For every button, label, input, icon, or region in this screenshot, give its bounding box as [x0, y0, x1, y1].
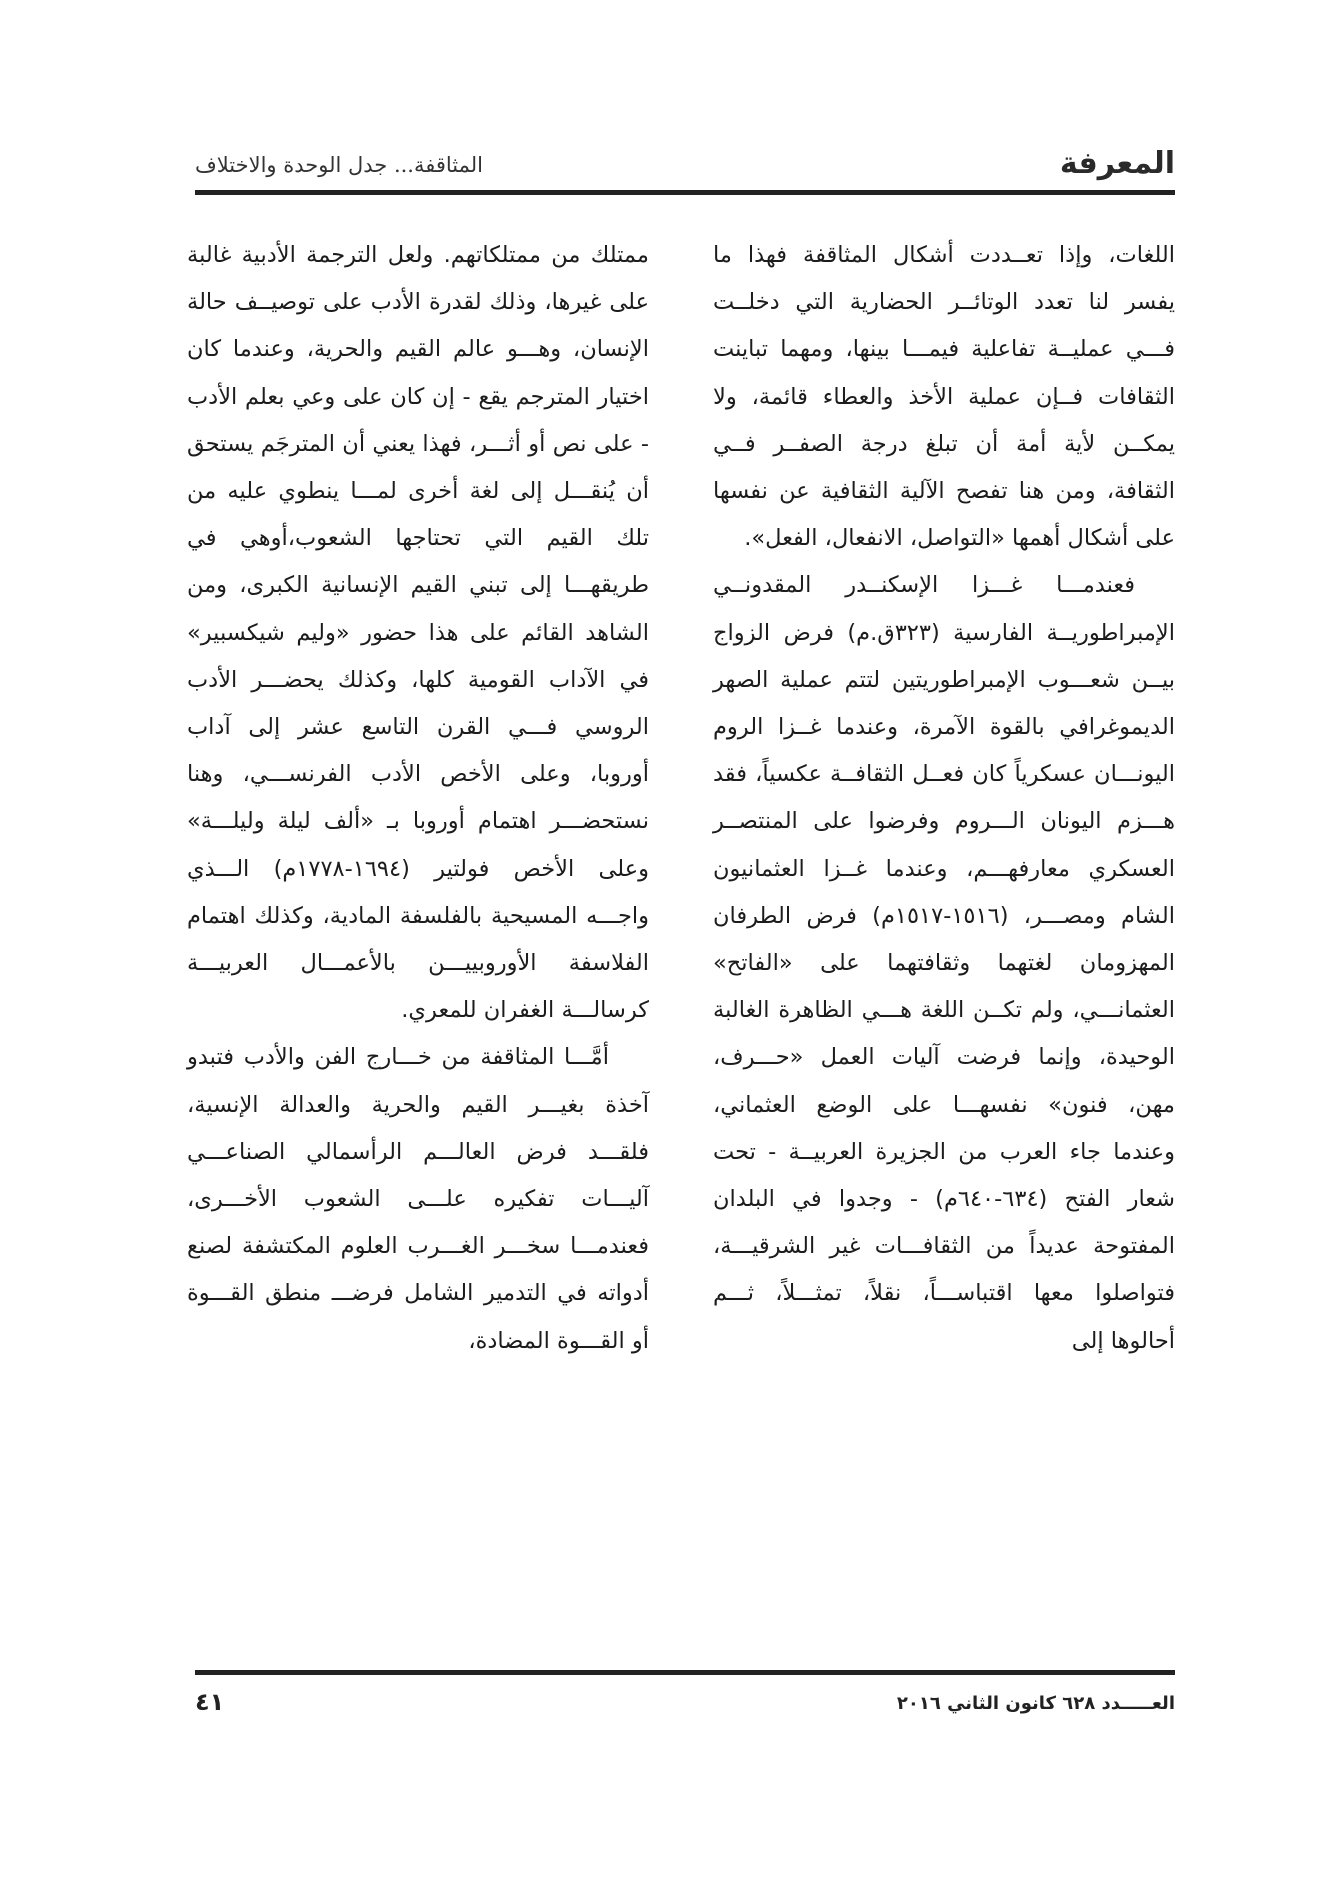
paragraph: فعندمـــا غـــزا الإسكنــدر المقدونــي الإمبراطوريــة الفارسية (٣٢٣ق.م) فرض الزواج بيــن شعـــوب الإمبراطوريتين لتتم عملية الصهر الديموغرافي بالقوة الآمرة، وعندما غــزا الروم اليونـــان عسكرياً كان فعــل الثقافــة عكسياً، فقد هـــزم اليونان الـــروم وفرضوا على المنتصــر العسكري معارفهـــم، وعندما غــزا العثمانيون الشام ومصـــر، (١٥١٦-١٥١٧م) فرض الطرفان المهزومان لغتهما وثقافتهما على «الفاتح» العثمانـــي، ولم تكــن اللغة هـــي الظاهرة الغالبة الوحيدة، وإنما فرضت آليات العمل «حـــرف، مهن، فنون» نفسهـــا على الوضع العثماني، وعندما جاء العرب من الجزيرة العربيــة - تحت شعار الفتح (٦٣٤-٦٤٠م) - وجدوا في البلدان المفتوحة عديداً من الثقافـــات غير الشرقيـــة، فتواصلوا معها اقتباســـاً، نقلاً، تمثـــلاً، ثـــم أحالوها إلى [713, 572, 1176, 1354]
paragraph: ممتلك من ممتلكاتهم. ولعل الترجمة الأدبية غالبة على غيرها، وذلك لقدرة الأدب على توصيــف حالة الإنسان، وهـــو عالم القيم والحرية، وعندما كان اختيار المترجم يقع - إن كان على وعي بعلم الأدب - على نص أو أثـــر، فهذا يعني أن المترجَم يستحق أن يُنقـــل إلى لغة أخرى لمـــا ينطوي عليه من تلك القيم التي تحتاجها الشعوب،أوهي في طريقهـــا إلى تبني القيم الإنسانية الكبرى، ومن الشاهد القائم على هذا حضور «وليم شيكسبير» في الآداب القومية كلها، وكذلك يحضـــر الأدب الروسي فـــي القرن التاسع عشر إلى آداب أوروبا، وعلى الأخص الأدب الفرنســـي، وهنا نستحضـــر اهتمام أوروبا بـ «ألف ليلة وليلـــة» وعلى الأخص فولتير (١٦٩٤-١٧٧٨م) الـــذي واجـــه المسيحية بالفلسفة المادية، وكذلك اهتمام الفلاسفة الأوروبييـــن بالأعمـــال العربيـــة كرسالـــة الغفران للمعري. [187, 242, 649, 1024]
header-divider [195, 190, 1175, 195]
magazine-logo: المعرفة [1059, 146, 1175, 181]
page-number: ٤١ [195, 1688, 225, 1716]
right-text-column [713, 232, 1175, 1365]
footer-divider [195, 1670, 1175, 1675]
paragraph: اللغات، وإذا تعــددت أشكال المثاقفة فهذا ما يفسر لنا تعدد الوتائــر الحضارية التي دخلــت فـــي عمليــة تفاعلية فيمـــا بينها، ومهما تباينت الثقافات فــإن عملية الأخذ والعطاء قائمة، ولا يمكــن لأية أمة أن تبلغ درجة الصفــر فــي الثقافة، ومن هنا تفصح الآلية الثقافية عن نفسها على أشكال أهمها «التواصل، الانفعال، الفعل». [713, 242, 1175, 552]
issue-info: العـــــدد ٦٢٨ كانون الثاني ٢٠١٦ [896, 1693, 1175, 1714]
running-title: المثاقفة... جدل الوحدة والاختلاف [195, 153, 484, 177]
page-header [195, 142, 1175, 188]
left-text-column [187, 232, 649, 1365]
paragraph: أمَّـــا المثاقفة من خـــارج الفن والأدب فتبدو آخذة بغيـــر القيم والحرية والعدالة الإنسية، فلقـــد فرض العالـــم الرأسمالي الصناعـــي آليـــات تفكيره علـــى الشعوب الأخـــرى، فعندمـــا سخـــر الغـــرب العلوم المكتشفة لصنع أدواته في التدمير الشامل فرضـــ منطق القـــوة أو القـــوة المضادة، [187, 1044, 649, 1354]
